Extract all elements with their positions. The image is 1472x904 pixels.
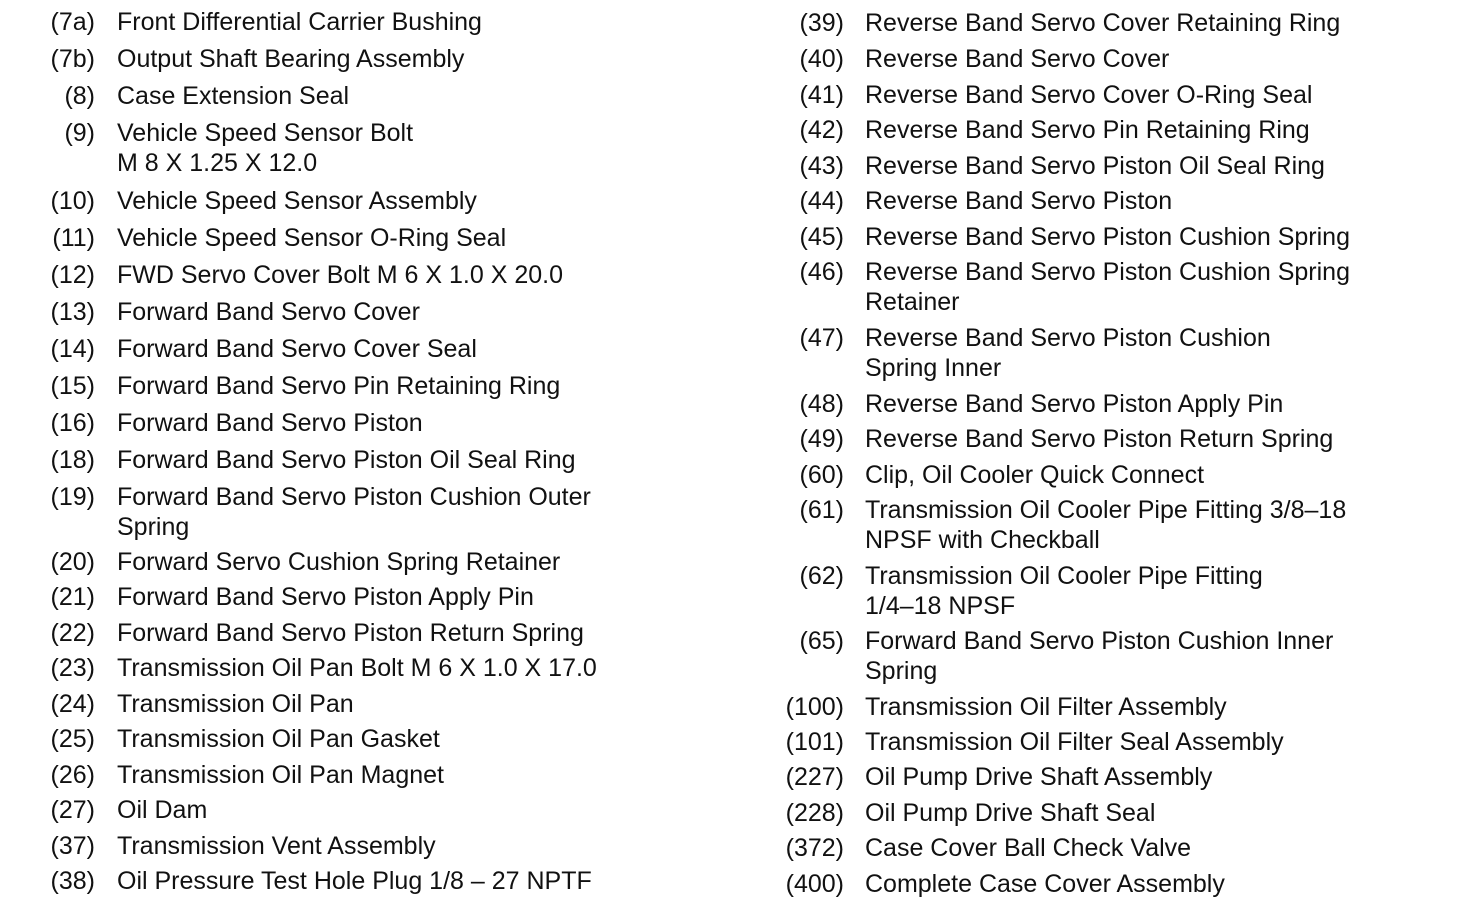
part-number: (61) [799,496,844,524]
part-description [117,866,592,896]
part-number: (39) [799,9,844,37]
part-description-line: Reverse Band Servo Cover Retaining Ring [865,9,1341,37]
part-description [117,724,440,754]
part-description-line: Forward Servo Cushion Spring Retainer [117,548,561,576]
part-description [117,831,436,861]
part-number: (26) [50,761,95,789]
part-number: (100) [785,693,844,721]
part-description [117,408,423,438]
part-description [865,80,1312,110]
part-description [117,689,354,719]
part-number: (27) [50,796,95,824]
part-number: (46) [799,258,844,286]
part-description [117,186,477,216]
part-number: (372) [785,834,844,862]
part-description-line: Forward Band Servo Cover [117,298,420,326]
part-description [865,626,1333,686]
part-description [865,727,1284,757]
part-description-line: Oil Pump Drive Shaft Assembly [865,763,1213,791]
part-description-line: Transmission Oil Pan Bolt M 6 X 1.0 X 17.0 [117,654,597,682]
part-description [865,115,1310,145]
part-number: (8) [64,82,95,110]
part-number: (25) [50,725,95,753]
part-number: (101) [785,728,844,756]
part-description [117,582,534,612]
part-description [865,222,1350,252]
part-description-line: Reverse Band Servo Piston Oil Seal Ring [865,152,1325,180]
part-description-line: Forward Band Servo Pin Retaining Ring [117,372,561,400]
part-number: (47) [799,324,844,352]
part-description [117,260,563,290]
part-number: (24) [50,690,95,718]
part-number: (400) [785,870,844,898]
part-description [865,798,1155,828]
part-number: (21) [50,583,95,611]
part-number: (48) [799,390,844,418]
part-description [117,760,444,790]
part-description [865,186,1172,216]
part-description-line: Transmission Oil Cooler Pipe Fitting 3/8–18 [865,496,1347,524]
part-description [117,547,560,577]
part-description-line: Clip, Oil Cooler Quick Connect [865,461,1205,489]
part-number: (7a) [50,8,95,36]
part-description [117,795,207,825]
part-description [865,257,1350,317]
part-number: (19) [50,483,95,511]
part-description-line: Vehicle Speed Sensor Bolt [117,119,414,147]
part-description-line: 1/4–18 NPSF [865,592,1016,620]
part-description-line: Reverse Band Servo Piston Apply Pin [865,390,1284,418]
part-description-line: Oil Pressure Test Hole Plug 1/8 – 27 NPTF [117,867,592,895]
part-description [117,297,420,327]
part-description-line: Complete Case Cover Assembly [865,870,1225,898]
part-description [117,371,560,401]
part-number: (13) [50,298,95,326]
part-description [117,618,584,648]
part-description [865,561,1263,621]
part-description [865,8,1340,38]
part-description-line: FWD Servo Cover Bolt M 6 X 1.0 X 20.0 [117,261,563,289]
part-description-line: Reverse Band Servo Cover O-Ring Seal [865,81,1313,109]
part-description [865,762,1212,792]
part-number: (45) [799,223,844,251]
part-description [865,389,1283,419]
part-description-line: Case Extension Seal [117,82,350,110]
part-description-line: Spring Inner [865,354,1002,382]
part-description-line: Transmission Vent Assembly [117,832,436,860]
part-number: (9) [64,119,95,147]
part-number: (60) [799,461,844,489]
part-description-line: Forward Band Servo Piston [117,409,423,437]
part-description-line: Reverse Band Servo Piston Cushion Spring [865,258,1350,286]
part-number: (42) [799,116,844,144]
part-number: (41) [799,81,844,109]
part-description-line: Oil Pump Drive Shaft Seal [865,799,1156,827]
part-description-line: Case Cover Ball Check Valve [865,834,1192,862]
part-number: (14) [50,335,95,363]
part-description-line: Reverse Band Servo Piston [865,187,1173,215]
part-number: (49) [799,425,844,453]
part-description [117,7,482,37]
part-description [117,653,597,683]
part-number: (40) [799,45,844,73]
part-number: (16) [50,409,95,437]
part-description [117,44,464,74]
part-description-line: Transmission Oil Pan Gasket [117,725,440,753]
part-number: (43) [799,152,844,180]
part-description [865,44,1169,74]
part-description [865,869,1225,899]
part-description [117,334,477,364]
part-number: (12) [50,261,95,289]
part-number: (228) [785,799,844,827]
part-number: (65) [799,627,844,655]
part-description [865,424,1333,454]
part-number: (227) [785,763,844,791]
part-description [865,460,1204,490]
part-description [117,223,506,253]
part-number: (62) [799,562,844,590]
part-description-line: Transmission Oil Filter Seal Assembly [865,728,1284,756]
part-description-line: Transmission Oil Pan Magnet [117,761,444,789]
part-description-line: NPSF with Checkball [865,526,1100,554]
part-number: (10) [50,187,95,215]
part-number: (44) [799,187,844,215]
part-description-line: Transmission Oil Pan [117,690,354,718]
part-description-line: Reverse Band Servo Piston Cushion Spring [865,223,1350,251]
part-description-line: Vehicle Speed Sensor Assembly [117,187,477,215]
part-description-line: Reverse Band Servo Cover [865,45,1170,73]
part-description-line: Reverse Band Servo Piston Return Spring [865,425,1334,453]
part-number: (20) [50,548,95,576]
part-number: (11) [52,224,95,252]
part-description [865,151,1325,181]
part-number: (38) [50,867,95,895]
part-description-line: Oil Dam [117,796,208,824]
part-description-line: Forward Band Servo Piston Cushion Outer [117,483,591,511]
part-description-line: Forward Band Servo Piston Oil Seal Ring [117,446,576,474]
part-description-line: Transmission Oil Cooler Pipe Fitting [865,562,1263,590]
part-description-line: Reverse Band Servo Pin Retaining Ring [865,116,1310,144]
part-number: (15) [50,372,95,400]
part-description-line: Transmission Oil Filter Assembly [865,693,1227,721]
part-description [117,482,591,542]
part-description [117,118,413,178]
part-description-line: Vehicle Speed Sensor O-Ring Seal [117,224,507,252]
part-description-line: Retainer [865,288,960,316]
part-number: (18) [50,446,95,474]
part-description-line: Output Shaft Bearing Assembly [117,45,465,73]
part-description-line: Front Differential Carrier Bushing [117,8,482,36]
part-number: (22) [50,619,95,647]
part-description-line: Spring [865,657,938,685]
part-description [865,495,1346,555]
part-number: (23) [50,654,95,682]
part-description [865,323,1271,383]
part-description-line: Reverse Band Servo Piston Cushion [865,324,1271,352]
part-description [865,692,1227,722]
part-description [117,81,349,111]
part-description-line: Forward Band Servo Piston Apply Pin [117,583,534,611]
part-description [117,445,576,475]
part-description-line: Spring [117,513,190,541]
part-description-line: Forward Band Servo Piston Return Spring [117,619,584,647]
part-description-line: Forward Band Servo Piston Cushion Inner [865,627,1334,655]
part-number: (37) [50,832,95,860]
part-description [865,833,1191,863]
part-number: (7b) [50,45,95,73]
part-description-line: Forward Band Servo Cover Seal [117,335,477,363]
part-description-line: M 8 X 1.25 X 12.0 [117,149,318,177]
